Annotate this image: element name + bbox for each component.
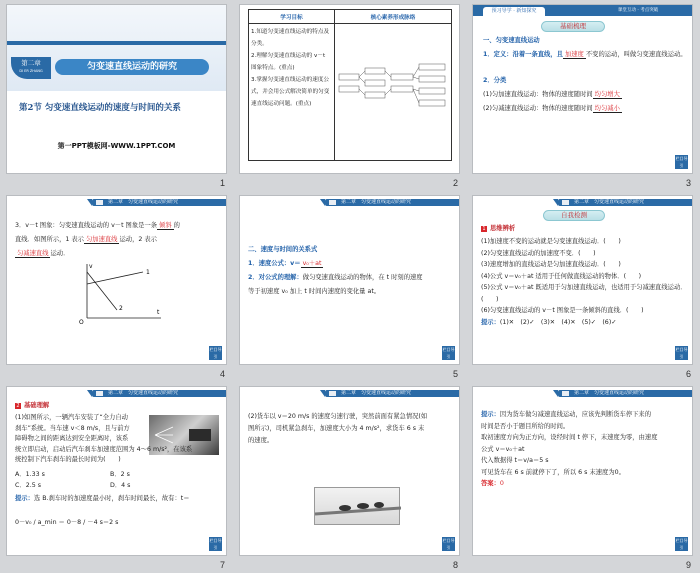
back-label: 栏目导引 [442, 347, 455, 359]
slide-number: 6 [685, 369, 691, 379]
banner-stripe [7, 41, 226, 45]
slide-6[interactable] [472, 195, 693, 365]
heading-classification: 2．分类 [483, 77, 507, 84]
question-line: 刹车”系统。当车速 v＜8 m/s，且与前方 [15, 424, 130, 432]
objectives-table [248, 9, 452, 161]
hint-label: 提示： [15, 495, 34, 502]
header-chapter: 第二章 匀变速直线运动的研究 [574, 390, 645, 396]
vt-line-1 [15, 220, 180, 232]
slide-3[interactable] [472, 4, 693, 174]
question-line: 障碍物之间的距离达到安全距离时，该系 [15, 435, 129, 442]
header-chapter: 第二章 匀变速直线运动的研究 [108, 199, 179, 205]
hint-block [15, 493, 221, 504]
back-label: 栏目导引 [442, 538, 455, 550]
understanding-label: 2．对公式的理解： [248, 274, 303, 281]
vt-text: 的 [173, 222, 180, 229]
back-label: 栏目导引 [209, 538, 222, 550]
goal-item: 3.掌握匀变速直线运动的速度公式，并会用公式解决简单的匀变速直线运动问题。(重点) [251, 77, 330, 107]
judgement-item: (4)公式 v＝v₀＋at 适用于任何做直线运动的物体．( ) [481, 272, 642, 280]
back-button[interactable] [675, 155, 688, 169]
class-item-text: (1)匀加速直线运动：物体的速度随时间 [483, 91, 593, 98]
slide-7[interactable] [6, 386, 227, 556]
slide-9[interactable] [472, 386, 693, 556]
goal-item: 2.理解匀变速直线运动的 v－t 图象特点。(重点) [251, 53, 326, 71]
back-label: 栏目导引 [675, 347, 688, 359]
header-chapter: 第二章 匀变速直线运动的研究 [341, 390, 412, 396]
answer-increase: 均匀增大 [594, 91, 620, 98]
question-line: (2)货车以 v＝20 m/s 的速度匀速行驶，突然前面有紧急情况(如 [248, 413, 428, 420]
slide-number: 8 [452, 560, 458, 570]
slide-5[interactable] [239, 195, 460, 365]
judgement-item: (1)加速度不变的运动就是匀变速直线运动．( ) [481, 238, 621, 245]
back-label: 栏目导引 [675, 538, 688, 550]
vt-text: 3．v－t 图象：匀变速直线运动的 v－t 图象是一条 [15, 222, 158, 229]
line-1-label: 1 [146, 269, 150, 276]
table-header-goals: 学习目标 [249, 10, 335, 24]
tab-preview[interactable]: 预习导学 · 新知探究 [483, 7, 545, 16]
hint-line [481, 317, 687, 329]
slide-header [7, 196, 226, 207]
header-chapter: 第二章 匀变速直线运动的研究 [341, 199, 412, 205]
truck-question [248, 411, 454, 447]
slide-cell-4[interactable] [0, 191, 233, 382]
answer-inclined: 倾斜 [159, 222, 172, 229]
vt-text: 运动，2 表示 [119, 236, 157, 243]
slide-number: 2 [452, 178, 458, 188]
slide-header [240, 387, 459, 398]
definition-suffix: 不变的运动，叫做匀变速直线运动。 [585, 51, 687, 58]
truck-deer-illustration [315, 488, 401, 526]
hint-text: 选 B.刹车时的加速度最小时，刹车时间最长，故有：t＝ [33, 495, 190, 502]
origin-label: O [79, 319, 84, 326]
solution-text-line: 因为货车做匀减速直线运动，应该先判断货车停下来的 [499, 411, 652, 418]
tag-label: 基础理解 [24, 402, 50, 409]
back-label: 栏目导引 [209, 347, 222, 359]
slide-cell-3[interactable] [466, 0, 699, 191]
slide-number: 1 [219, 178, 225, 188]
understanding-text-2: 等于初速度 v₀ 加上 t 时间内速度的变化量 at。 [248, 288, 381, 295]
header-chapter: 第二章 匀变速直线运动的研究 [108, 390, 179, 396]
slide-cell-7[interactable] [0, 382, 233, 573]
judgement-item: (3)速度增加的直线运动是匀加速直线运动．( ) [481, 261, 621, 268]
slide-2[interactable] [239, 4, 460, 174]
answer-decrease: 均匀减小 [594, 105, 620, 112]
judgement-item: (6)匀变速直线运动的 v－t 图象是一条倾斜的直线．( ) [481, 307, 644, 314]
solution-line: 时间是否小于题目所给的时间。 [481, 422, 570, 430]
answer-acceleration: 加速度 [564, 51, 584, 58]
definition-prefix: 1．定义：沿着一条直线，且 [483, 51, 563, 58]
vt-text: 直线．如图所示，1 表示 [15, 236, 84, 243]
option-c: C．2.5 s [15, 482, 41, 489]
definition-text [483, 49, 689, 61]
class-item-text: (2)匀减速直线运动：物体的速度随时间 [483, 105, 593, 112]
slide-cell-2[interactable] [233, 0, 466, 191]
v-axis-label: v [89, 263, 93, 270]
slide-number: 3 [685, 178, 691, 188]
solution-line: 代入数据得 t＝v/a＝5 s [481, 457, 549, 464]
chapter-label: 第二章 [21, 59, 41, 67]
heading-velocity-relation: 二、速度与时间的关系式 [248, 246, 318, 253]
option-a: A．1.33 s [15, 471, 45, 478]
section-pill: 自我检测 [543, 210, 605, 221]
options [15, 469, 221, 491]
goals-cell [249, 24, 335, 161]
class-item-2 [483, 103, 622, 115]
vt-line-3 [15, 248, 69, 260]
slide-4[interactable] [6, 195, 227, 365]
slide-number: 4 [219, 369, 225, 379]
slide-8[interactable] [239, 386, 460, 556]
hint-label: 提示： [481, 411, 500, 418]
slide-header [473, 387, 692, 398]
vt-text: 运动． [50, 250, 70, 257]
formula-label: 1．速度公式：v＝ [248, 260, 301, 267]
slide-number: 9 [685, 560, 691, 570]
table-header-literacy: 核心素养形成脉络 [335, 10, 452, 24]
mindmap-diagram [335, 24, 451, 160]
chapter-badge [11, 57, 51, 79]
question-line: 的速度。 [248, 437, 274, 444]
slide-cell-1[interactable] [0, 0, 233, 191]
back-label: 栏目导引 [675, 156, 688, 168]
back-button[interactable] [209, 346, 222, 360]
mindmap-cell [335, 24, 452, 161]
understanding-line [248, 272, 423, 284]
answer-accelerate: 匀加速直线 [85, 236, 118, 243]
vt-line-2 [15, 234, 157, 246]
judgement-list [481, 236, 687, 328]
answer-label: 答案： [481, 480, 500, 487]
hint-formula: 0－v₀ / a_min ＝ 0－8 / －4 s＝2 s [15, 519, 119, 526]
question-text [15, 413, 221, 466]
vt-graph [67, 260, 167, 326]
question-line: 统立即启动，启动后汽车刹车加速度范围为 4～6 m/s²，在该系 [15, 445, 193, 453]
question-line: 图所示)，司机紧急刹车，加速度大小为 4 m/s²，求货车 6 s 末 [248, 425, 425, 432]
line-2-label: 2 [119, 305, 123, 312]
footer-watermark: 第一PPT模板网-WWW.1PPT.COM [57, 142, 176, 150]
answer-value: 0 [499, 480, 504, 487]
tag-icon: 2 [16, 403, 20, 409]
slide-cell-5[interactable] [233, 191, 466, 382]
slide-header [240, 196, 459, 207]
slide-header [473, 196, 692, 207]
chapter-en-label: DI ER ZHANG [19, 69, 43, 73]
question-line: 统控制下汽车刹车的最长时间为( ) [15, 456, 121, 463]
graph-line-2 [87, 272, 117, 310]
chapter-title: 匀变速直线运动的研究 [55, 59, 209, 75]
slide-cell-6[interactable] [466, 191, 699, 382]
solution-text [481, 409, 687, 490]
header-chapter: 第二章 匀变速直线运动的研究 [574, 199, 645, 205]
tab-classroom[interactable]: 课堂互动 · 考点突破 [618, 8, 659, 13]
understanding-text: 做匀变速直线运动的物体，在 t 时刻的速度 [302, 274, 423, 281]
slide-header [7, 387, 226, 398]
slide-cell-9[interactable] [466, 382, 699, 573]
option-d: D．4 s [110, 482, 131, 489]
hint-text: (1)✕ (2)✓ (3)✕ (4)✕ (5)✓ (6)✓ [499, 318, 617, 326]
question-line: (1)如图所示，一辆汽车安装了“全力自动 [15, 414, 128, 421]
solution-line: 取初速度方向为正方向，设经时间 t 停下，末速度为零，由速度 [481, 434, 658, 441]
tag-icon: 1 [482, 226, 486, 232]
option-b: B．2 s [110, 471, 130, 478]
hint-label: 提示： [481, 318, 500, 326]
class-item-1 [483, 89, 622, 101]
solution-line [481, 409, 687, 421]
slide-cell-8[interactable] [233, 382, 466, 573]
answer-decelerate: 匀减速直线 [17, 250, 49, 257]
slide-number: 7 [219, 560, 225, 570]
slide-number: 5 [452, 369, 458, 379]
tag-label: 思维辨析 [490, 225, 516, 232]
back-button[interactable] [442, 537, 455, 551]
answer-line [481, 478, 687, 490]
goal-item: 1.知道匀变速直线运动的特点及分类。 [251, 29, 330, 47]
judgement-item: (2)匀变速直线运动的加速度不变．( ) [481, 249, 596, 257]
formula-line [248, 258, 323, 270]
judgement-item: (5)公式 v＝v₀＋at 既适用于匀加速直线运动，也适用于匀减速直线运动．( ) [481, 284, 687, 303]
heading-uniform-motion: 一、匀变速直线运动 [483, 37, 540, 44]
slide-1[interactable] [6, 4, 227, 174]
back-button[interactable] [675, 537, 688, 551]
t-axis-label: t [157, 309, 160, 316]
back-button[interactable] [675, 346, 688, 360]
solution-line: 公式 v＝v₀＋at [481, 445, 525, 453]
back-button[interactable] [442, 346, 455, 360]
section-pill: 基础梳理 [541, 21, 605, 32]
back-button[interactable] [209, 537, 222, 551]
section-title: 第2节 匀变速直线运动的速度与时间的关系 [19, 103, 181, 113]
answer-formula: v₀＋at [302, 260, 322, 267]
solution-line: 可见货车在 6 s 前就停下了，所以 6 s 末速度为0。 [481, 468, 625, 476]
truck-road-image [314, 487, 400, 525]
